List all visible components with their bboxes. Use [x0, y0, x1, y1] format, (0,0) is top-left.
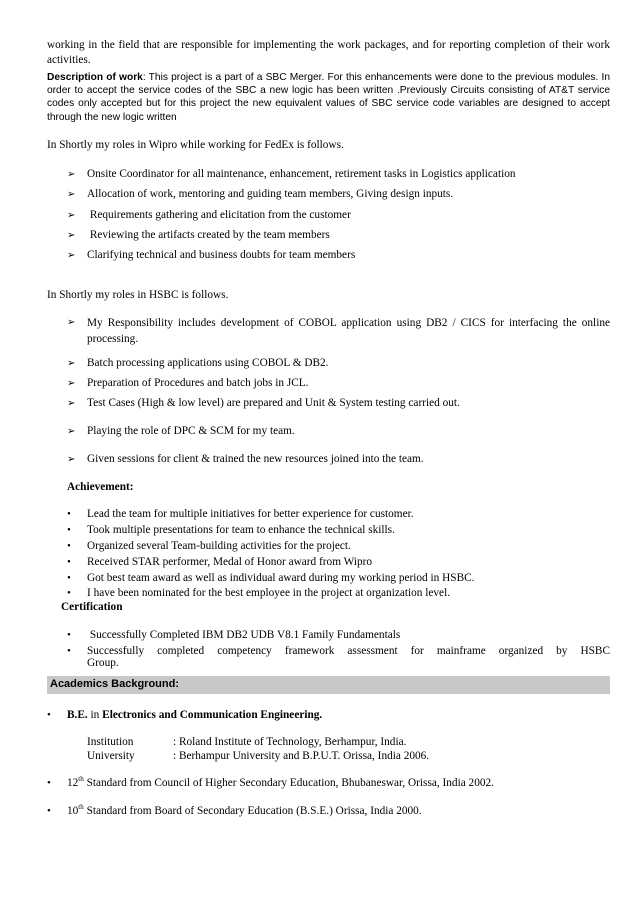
- wipro-item: ➢ Onsite Coordinator for all maintenance, enhancement, retirement tasks in Logistics application: [67, 168, 516, 180]
- arrow-bullet-icon: ➢: [67, 317, 76, 328]
- achievement-item: • I have been nominated for the best employee in the project at organization level.: [67, 587, 451, 599]
- achievement-item: • Got best team award as well as individual award during my working period in HSBC.: [67, 572, 475, 584]
- arrow-bullet-icon: ➢: [67, 169, 76, 180]
- round-bullet-icon: •: [67, 508, 71, 520]
- achievement-item: • Received STAR performer, Medal of Honor award from Wipro: [67, 556, 373, 568]
- certification-item: • Successfully completed competency framework assessment for mainframe organized by HSBC Group.: [67, 645, 610, 669]
- wipro-item: ➢ Clarifying technical and business doubts for team members: [67, 249, 356, 261]
- arrow-bullet-icon: ➢: [67, 210, 76, 221]
- university-line: University : Berhampur University and B.P.U.T. Orissa, India 2006.: [87, 750, 430, 762]
- achievement-item: • Organized several Team-building activities for the project.: [67, 540, 351, 552]
- arrow-bullet-icon: ➢: [67, 378, 76, 389]
- round-bullet-icon: •: [47, 709, 51, 721]
- hsbc-item: ➢ Preparation of Procedures and batch jobs in JCL.: [67, 377, 309, 389]
- round-bullet-icon: •: [67, 587, 71, 599]
- wipro-item: ➢ Reviewing the artifacts created by the team members: [67, 229, 330, 241]
- arrow-bullet-icon: ➢: [67, 189, 76, 200]
- certification-item: • Successfully Completed IBM DB2 UDB V8.1 Family Fundamentals: [67, 629, 401, 641]
- arrow-bullet-icon: ➢: [67, 230, 76, 241]
- hsbc-item: ➢ Batch processing applications using COBOL & DB2.: [67, 357, 329, 369]
- achievement-item: • Lead the team for multiple initiatives for better experience for customer.: [67, 508, 414, 520]
- hsbc-heading: In Shortly my roles in HSBC is follows.: [47, 289, 229, 301]
- arrow-bullet-icon: ➢: [67, 250, 76, 261]
- tenth-standard-item: • 10th Standard from Board of Secondary Education (B.S.E.) Orissa, India 2000.: [47, 803, 422, 817]
- arrow-bullet-icon: ➢: [67, 358, 76, 369]
- wipro-item: ➢ Allocation of work, mentoring and guiding team members, Giving design inputs.: [67, 188, 454, 200]
- hsbc-item: ➢ Playing the role of DPC & SCM for my team.: [67, 425, 295, 437]
- round-bullet-icon: •: [47, 777, 51, 789]
- hsbc-item: ➢ My Responsibility includes development of COBOL application using DB2 / CICS for interfacing the online processing.: [67, 317, 610, 345]
- intro-paragraph: working in the field that are responsible for implementing the work packages, and for reporting completion of their work activities.: [47, 39, 610, 66]
- academics-heading: Academics Background:: [50, 678, 179, 690]
- institution-line: Institution : Roland Institute of Technology, Berhampur, India.: [87, 736, 407, 748]
- twelfth-standard-item: • 12th Standard from Council of Higher Secondary Education, Bhubaneswar, Orissa, India 2002.: [47, 775, 494, 789]
- arrow-bullet-icon: ➢: [67, 398, 76, 409]
- achievement-item: • Took multiple presentations for team to enhance the technical skills.: [67, 524, 395, 536]
- arrow-bullet-icon: ➢: [67, 454, 76, 465]
- wipro-item: ➢ Requirements gathering and elicitation from the customer: [67, 209, 351, 221]
- round-bullet-icon: •: [67, 645, 71, 657]
- round-bullet-icon: •: [47, 805, 51, 817]
- certification-heading: Certification: [61, 601, 123, 613]
- hsbc-item: ➢ Test Cases (High & low level) are prepared and Unit & System testing carried out.: [67, 397, 460, 409]
- wipro-heading: In Shortly my roles in Wipro while working for FedEx is follows.: [47, 139, 344, 151]
- hsbc-item: ➢ Given sessions for client & trained the new resources joined into the team.: [67, 453, 424, 465]
- academics-section-bar: [47, 676, 610, 694]
- round-bullet-icon: •: [67, 556, 71, 568]
- description-label: Description of work: [47, 72, 143, 83]
- round-bullet-icon: •: [67, 540, 71, 552]
- degree-item: • B.E. in Electronics and Communication Engineering.: [47, 709, 323, 721]
- description-of-work: [47, 71, 610, 124]
- round-bullet-icon: •: [67, 629, 71, 641]
- description-text: : This project is a part of a SBC Merger. For this enhancements were done to the previous modules. In order to accept the service codes of the SBC a new logic has been written .Previously Circuits consisting of AT&T service codes only accepted but for this project the new equivalent values of SBC service code variables are designed to accept through the new logic written: [47, 72, 610, 123]
- achievement-heading: Achievement:: [67, 481, 134, 493]
- round-bullet-icon: •: [67, 524, 71, 536]
- arrow-bullet-icon: ➢: [67, 426, 76, 437]
- round-bullet-icon: •: [67, 572, 71, 584]
